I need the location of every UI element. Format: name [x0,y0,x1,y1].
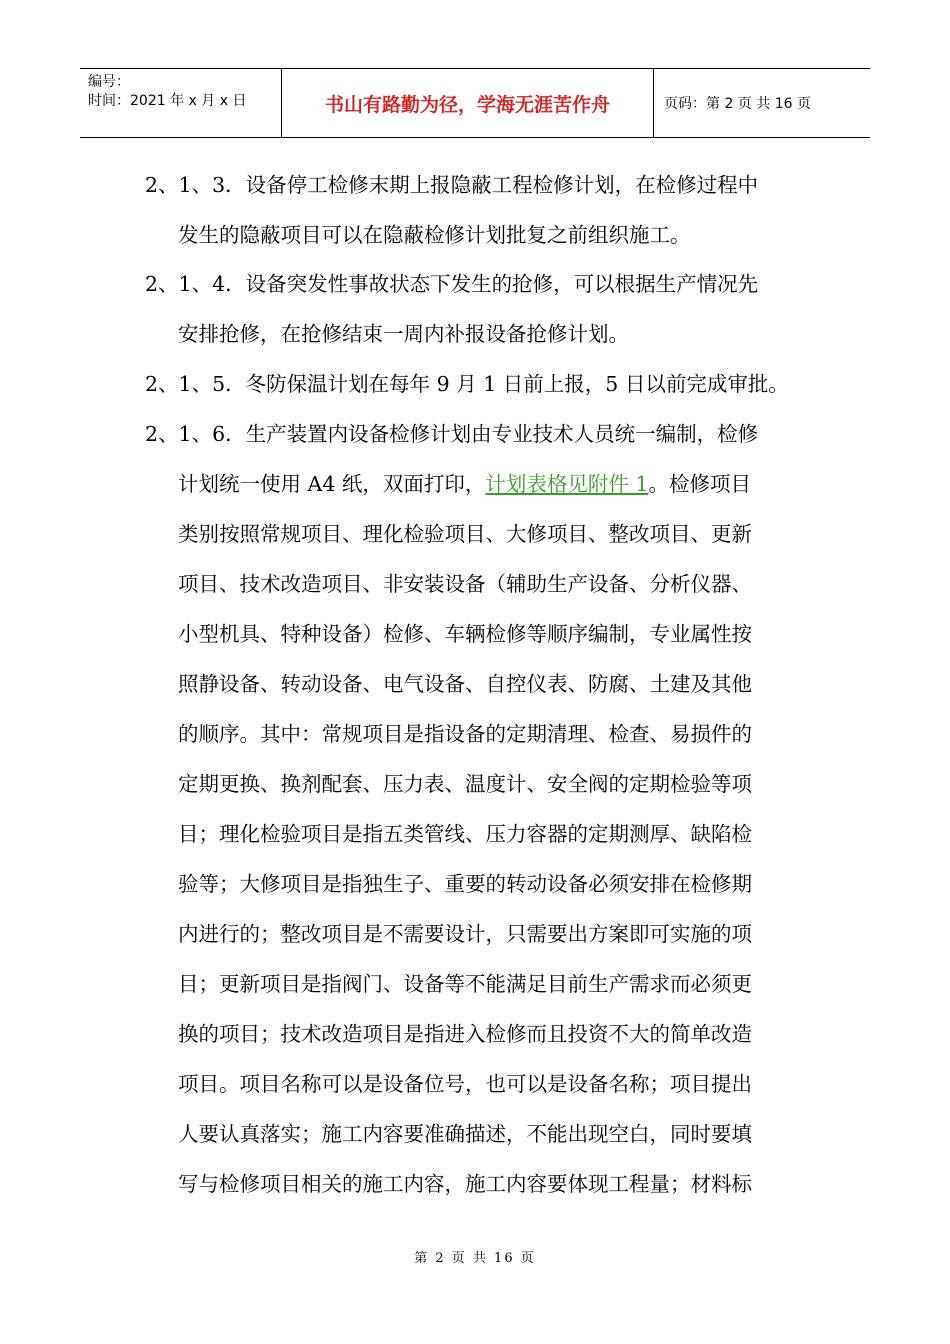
paragraph-line: 照静设备、转动设备、电气设备、自控仪表、防腐、土建及其他 [178,672,752,696]
paragraph-line: 定期更换、换剂配套、压力表、温度计、安全阀的定期检验等项 [178,772,752,796]
clause-2-1-5 [145,359,810,409]
paragraph-line: 2、1、6．生产装置内设备检修计划由专业技术人员统一编制，检修 [145,422,759,446]
paragraph-line: 2、1、4．设备突发性事故状态下发生的抢修，可以根据生产情况先 [145,272,759,296]
clause-2-1-4 [145,259,810,359]
document-header [80,68,870,138]
clause-2-1-6 [145,409,810,1209]
code-label: 编号： [88,74,130,90]
paragraph-line: 小型机具、特种设备）检修、车辆检修等顺序编制，专业属性按 [178,622,752,646]
appendix-link[interactable]: 计划表格见附件 1 [485,472,649,496]
paragraph-line: 写与检修项目相关的施工内容，施工内容要体现工程量；材料标 [178,1172,752,1196]
paragraph-line: 项目。项目名称可以是设备位号，也可以是设备名称；项目提出 [178,1072,752,1096]
paragraph-line: 2、1、5．冬防保温计划在每年 9 月 1 日前上报，5 日以前完成审批。 [145,372,789,396]
line-text: 。检修项目 [648,472,751,496]
paragraph-line: 的顺序。其中：常规项目是指设备的定期清理、检查、易损件的 [178,722,752,746]
time-label: 时间：2021 年 x 月 x 日 [88,93,247,109]
paragraph-line: 目；更新项目是指阀门、设备等不能满足目前生产需求而必须更 [178,972,752,996]
paragraph-line: 人要认真落实；施工内容要准确描述，不能出现空白，同时要填 [178,1122,752,1146]
paragraph-line: 验等；大修项目是指独生子、重要的转动设备必须安排在检修期 [178,872,752,896]
paragraph-line: 换的项目；技术改造项目是指进入检修而且投资不大的简单改造 [178,1022,752,1046]
page-info: 页码：第 2 页 共 16 页 [664,96,811,112]
paragraph-line: 目；理化检验项目是指五类管线、压力容器的定期测厚、缺陷检 [178,822,752,846]
header-left-cell [80,69,282,137]
paragraph-line [145,459,810,509]
page-footer [0,1247,950,1266]
paragraph-line: 2、1、3．设备停工检修末期上报隐蔽工程检修计划，在检修过程中 [145,173,759,197]
paragraph-line: 发生的隐蔽项目可以在隐蔽检修计划批复之前组织施工。 [178,223,691,247]
footer-page-number: 第 2 页 共 16 页 [414,1251,536,1266]
header-motto-cell [282,69,654,137]
clause-2-1-3 [145,160,810,260]
paragraph-line: 类别按照常规项目、理化检验项目、大修项目、整改项目、更新 [178,522,752,546]
paragraph-line: 项目、技术改造项目、非安装设备（辅助生产设备、分析仪器、 [178,572,752,596]
paragraph-line: 安排抢修，在抢修结束一周内补报设备抢修计划。 [178,322,629,346]
motto-text: 书山有路勤为径，学海无涯苦作舟 [324,93,610,116]
paragraph-line: 内进行的；整改项目是不需要设计，只需要出方案即可实施的项 [178,922,752,946]
clause-2-1-6-continued [145,509,810,1209]
header-page-cell [654,69,870,137]
line-text: 计划统一使用 A4 纸，双面打印， [178,472,486,496]
